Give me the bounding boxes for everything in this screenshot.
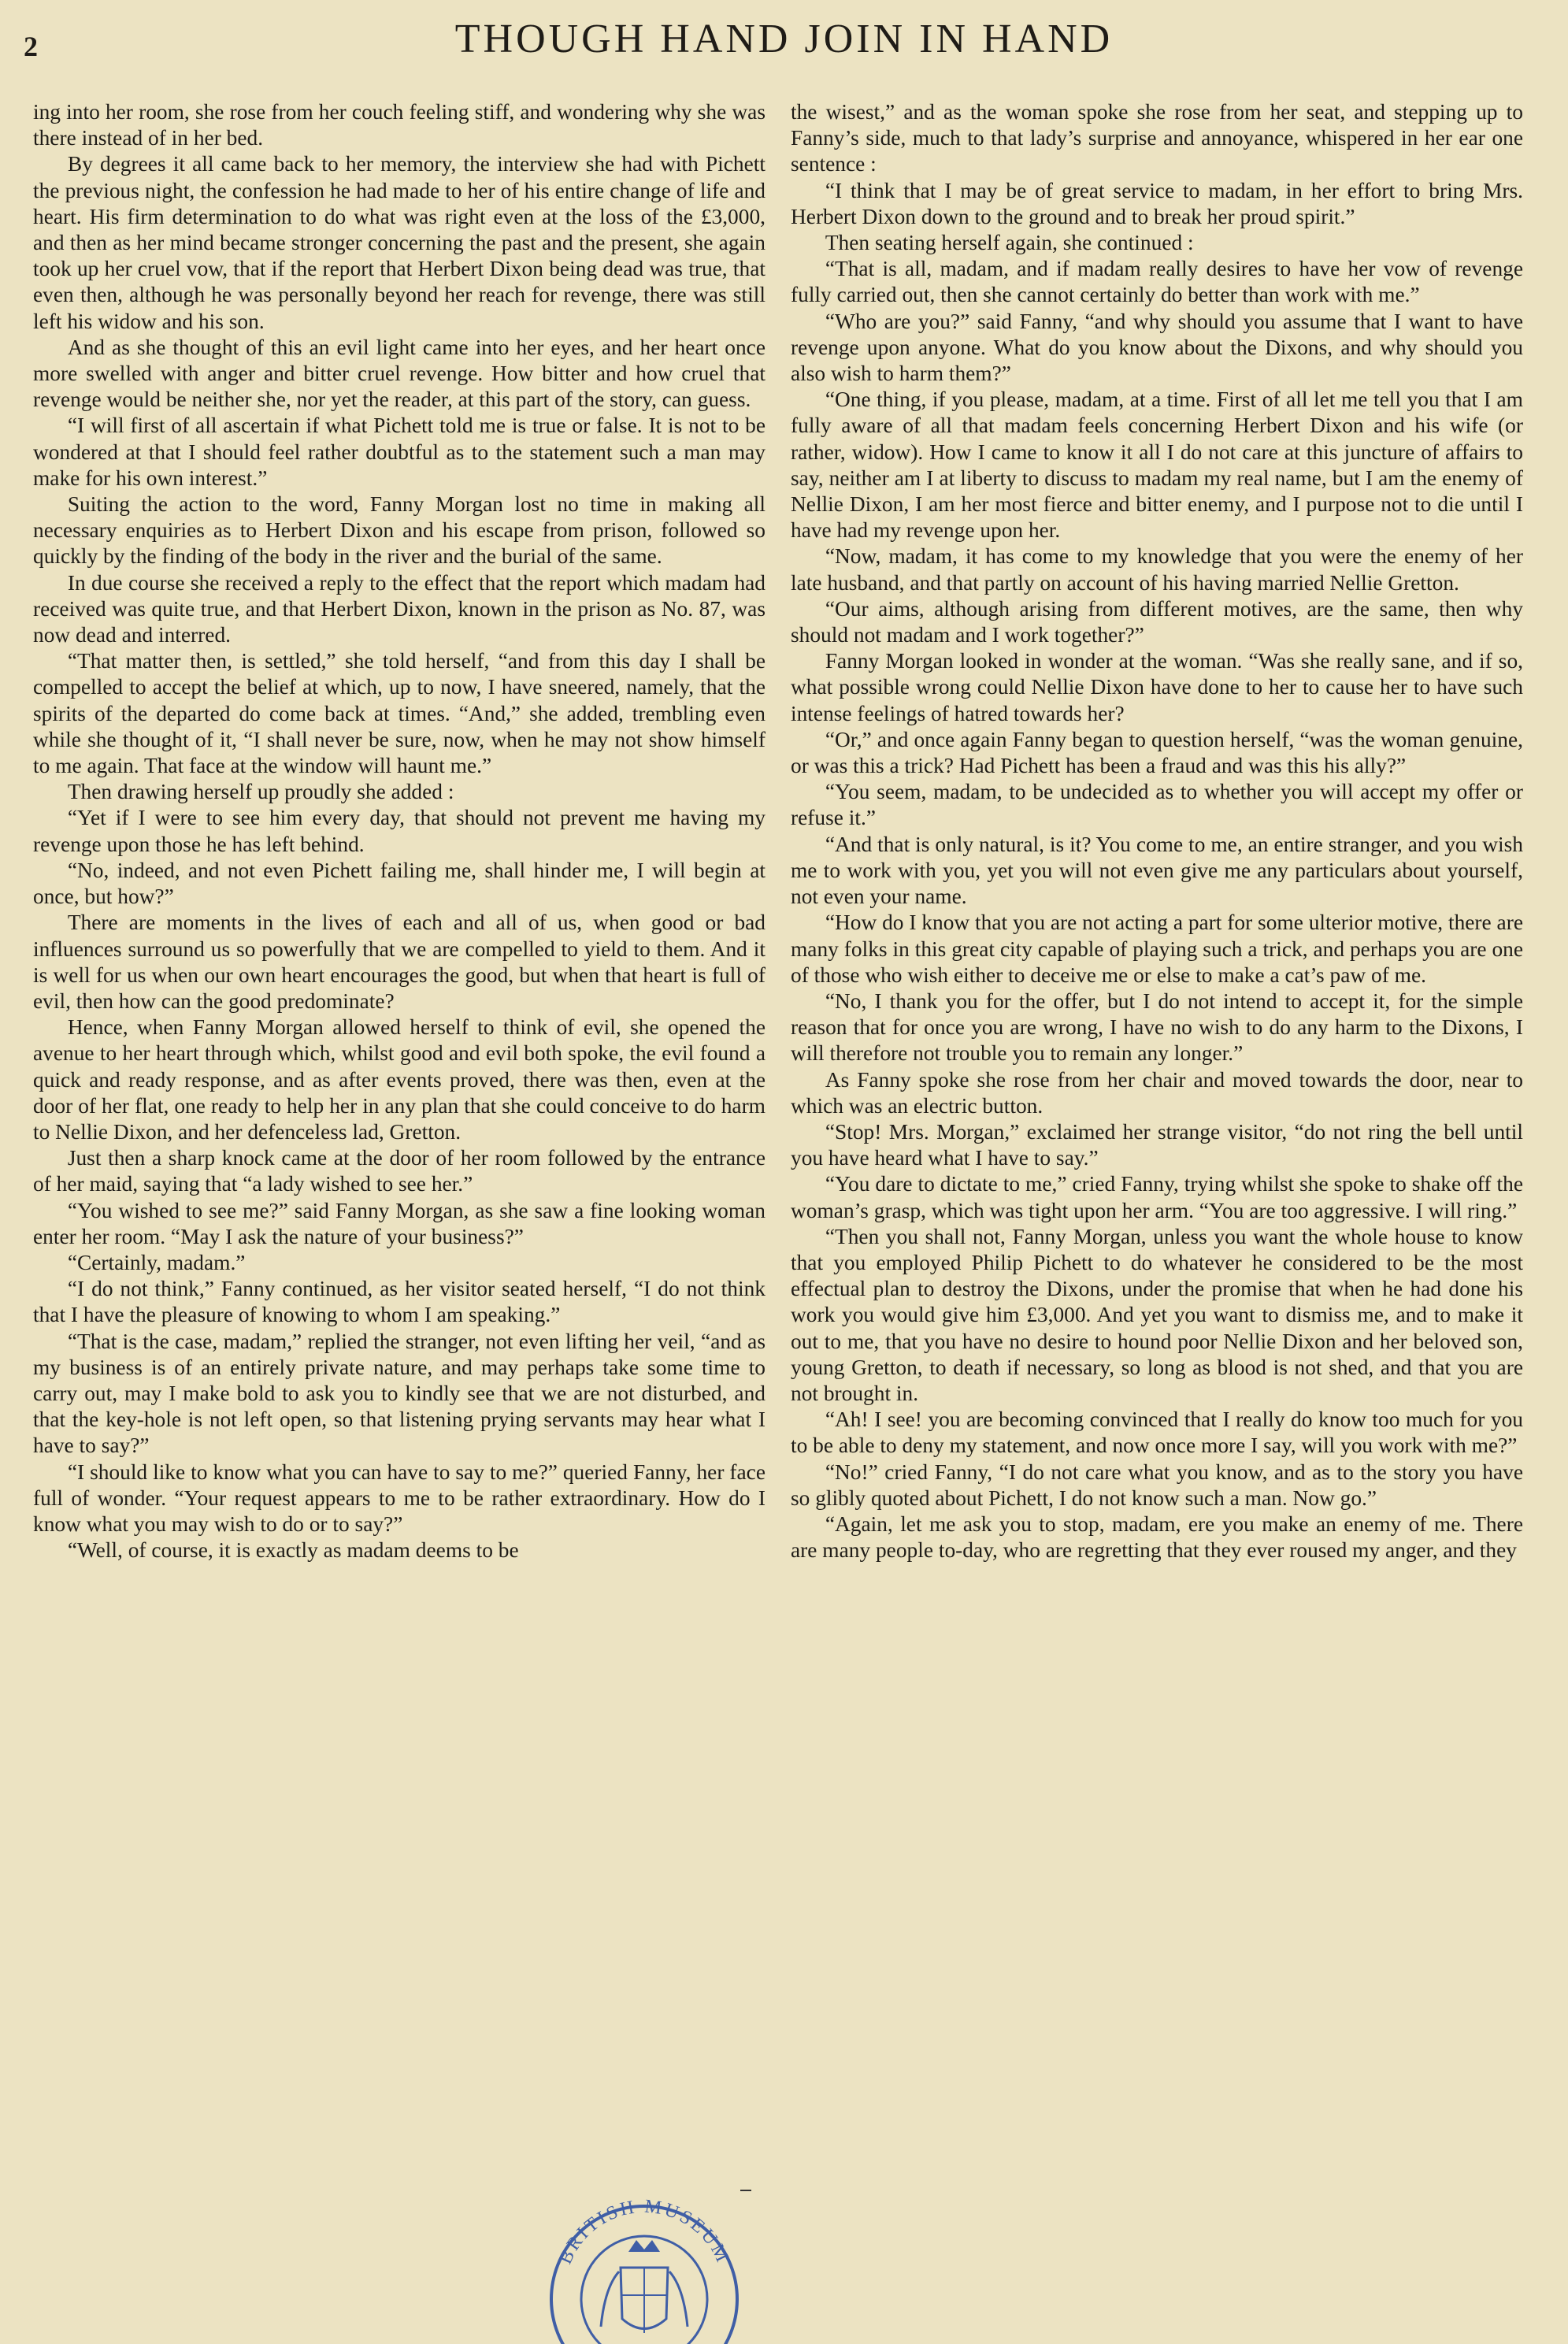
left-column [33, 99, 765, 2147]
paragraph: “Who are you?” said Fanny, “and why should you assume that I want to have revenge upon anyone. What do you know about the Dixons, and why should you also wish to harm them?” [791, 309, 1523, 386]
paragraph: “No, indeed, and not even Pichett failing me, shall hinder me, I will begin at once, but how?” [33, 858, 765, 909]
paragraph: “Certainly, madam.” [67, 1250, 246, 1274]
paragraph: “Then you shall not, Fanny Morgan, unless you want the whole house to know that you employed Philip Pichett to do whatever he considered to be the most effectual plan to destroy the Dixons, under the promise that when he had done his work you would give him £3,000. And yet you want to dismiss me, and to make it out to me, that you have no desire to hound poor Nellie Dixon and her beloved son, young Gretton, to death if necessary, so long as blood is not shed, and that you are not brought in. [791, 1224, 1523, 1405]
paragraph: Just then a sharp knock came at the door of her room followed by the entrance of her maid, saying that “a lady wished to see her.” [33, 1146, 765, 1196]
paragraph: “No!” cried Fanny, “I do not care what you know, and as to the story you have so glibly quoted about Pichett, I do not know such a man. Now go.” [791, 1459, 1523, 1510]
paragraph: “And that is only natural, is it? You come to me, an entire stranger, and you wish me to work with you, yet you will not even give me any particulars about yourself, not even your name. [791, 832, 1523, 909]
paragraph: Then seating herself again, she continued : [825, 231, 1194, 255]
stamp-arc-text: BRITISH MUSEUM [554, 2196, 734, 2268]
paragraph: “Or,” and once again Fanny began to question herself, “was the woman genuine, or was this a trick? Had Pichett has been a fraud and was this his ally?” [791, 727, 1523, 778]
paragraph: “Stop! Mrs. Morgan,” exclaimed her strange visitor, “do not ring the bell until you have heard what I have to say.” [791, 1119, 1523, 1170]
paragraph: Hence, when Fanny Morgan allowed herself to think of evil, she opened the avenue to her heart through which, whilst good and evil both spoke, the evil found a quick and ready response, and as after events proved, there was then, even at the door of her flat, one ready to help her in any plan that she could conceive to do harm to Nellie Dixon, and her defenceless lad, Gretton. [33, 1015, 765, 1144]
paragraph: “I should like to know what you can have to say to me?” queried Fanny, her face full of wonder. “Your request appears to me to be rather extraordinary. How do I know what you may wish to do or to say?” [33, 1459, 765, 1536]
paragraph: “I do not think,” Fanny continued, as her visitor seated herself, “I do not think that I have the pleasure of knowing to whom I am speaking.” [33, 1277, 765, 1327]
paragraph: By degrees it all came back to her memory, the interview she had with Pichett the previous night, the confession he had made to her of his entire change of life and heart. His firm determination to do what was right even at the loss of the £3,000, and then as her mind became stronger concerning the past and the present, she again took up her cruel vow, that if the report that Herbert Dixon being dead was true, that even then, although he was personally beyond her reach for revenge, there was still left his widow and his son. [33, 152, 765, 333]
paragraph: “I will first of all ascertain if what Pichett told me is true or false. It is not to be wondered at that I should feel rather doubtful as to the statement such a man may make for his own interest.” [33, 414, 765, 490]
paragraph: Then drawing herself up proudly she added : [67, 780, 454, 804]
british-museum-stamp-icon [526, 2193, 762, 2344]
paragraph: ing into her room, she rose from her couch feeling stiff, and wondering why she was there instead of in her bed. [33, 100, 765, 150]
paragraph: “Ah! I see! you are becoming convinced that I really do know too much for you to be able to deny my statement, and now once more I say, will you work with me?” [791, 1408, 1523, 1458]
paragraph: “You wished to see me?” said Fanny Morgan, as she saw a fine looking woman enter her room. “May I ask the nature of your business?” [33, 1198, 765, 1248]
paragraph: Suiting the action to the word, Fanny Morgan lost no time in making all necessary enquiries as to Herbert Dixon and his escape from prison, followed so quickly by the finding of the body in the river and the burial of the same. [33, 492, 765, 569]
paragraph: And as she thought of this an evil light came into her eyes, and her heart once more swelled with anger and bitter cruel revenge. How bitter and how cruel that revenge would be neither she, nor yet the reader, at this part of the story, can guess. [33, 335, 765, 412]
paragraph: There are moments in the lives of each and all of us, when good or bad influences surround us so powerfully that we are compelled to yield to them. And it is well for us when our own heart encourages the good, but when that heart is full of evil, then how can the good predominate? [33, 911, 765, 1013]
paragraph: “That is the case, madam,” replied the stranger, not even lifting her veil, “and as my business is of an entirely private nature, and may perhaps take some time to carry out, may I make bold to ask you to kindly see that we are not disturbed, and that the key-hole is not left open, so that listening prying servants may hear what I have to say?” [33, 1329, 765, 1458]
divider [740, 2190, 751, 2191]
paragraph: In due course she received a reply to the effect that the report which madam had received was quite true, and that Herbert Dixon, known in the prison as No. 87, was now dead and interred. [33, 570, 765, 647]
paragraph: “No, I thank you for the offer, but I do not intend to accept it, for the simple reason that for once you are wrong, I have no wish to do any harm to the Dixons, I will therefore not trouble you to remain any longer.” [791, 988, 1523, 1066]
paragraph: Fanny Morgan looked in wonder at the woman. “Was she really sane, and if so, what possible wrong could Nellie Dixon have done to her to cause her to have such intense feelings of hatred towards her? [791, 649, 1523, 725]
paragraph: “Again, let me ask you to stop, madam, ere you make an enemy of me. There are many people to-day, who are regretting that they ever roused my anger, and they [791, 1511, 1523, 1563]
running-title: THOUGH HAND JOIN IN HAND [454, 17, 1114, 61]
paragraph: “That is all, madam, and if madam really desires to have her vow of revenge fully carried out, then she cannot certainly do better than work with me.” [791, 257, 1523, 307]
right-column [791, 99, 1523, 2147]
paragraph: “Well, of course, it is exactly as madam deems to be [67, 1538, 519, 1563]
paragraph: “Now, madam, it has come to my knowledge that you were the enemy of her late husband, and that partly on account of his having married Nellie Gretton. [791, 544, 1523, 595]
paragraph: As Fanny spoke she rose from her chair and moved towards the door, near to which was an electric button. [791, 1067, 1523, 1118]
paragraph: “You seem, madam, to be undecided as to whether you will accept my offer or refuse it.” [791, 780, 1523, 830]
paragraph: “How do I know that you are not acting a part for some ulterior motive, there are many folks in this great city capable of playing such a trick, and perhaps you are one of those who wish either to deceive me or else to make a cat’s paw of me. [791, 911, 1523, 987]
paragraph: “I think that I may be of great service to madam, in her effort to bring Mrs. Herbert Dixon down to the ground and to break her proud spirit.” [791, 178, 1523, 228]
paragraph: “One thing, if you please, madam, at a time. First of all let me tell you that I am fully aware of all that madam feels concerning Herbert Dixon and his wife (or rather, widow). How I came to know it all I do not care at this juncture of affairs to say, neither am I at liberty to discuss to madam my real name, but I am the enemy of Nellie Dixon, I am her most fierce and bitter enemy, and I purpose not to die until I have had my revenge upon her. [791, 388, 1523, 543]
paragraph: “That matter then, is settled,” she told herself, “and from this day I shall be compelled to accept the belief at which, up to now, I have sneered, namely, that the spirits of the departed do come back at times. “And,” she added, trembling even while she thought of it, “I shall never be sure, now, when he may not show himself to me again. That face at the window will haunt me.” [33, 649, 765, 778]
page-number: 2 [24, 31, 38, 62]
paragraph: “You dare to dictate to me,” cried Fanny, trying whilst she spoke to shake off the woman’s grasp, which was tight upon her arm. “You are too aggressive. I will ring.” [791, 1172, 1523, 1222]
paragraph: the wisest,” and as the woman spoke she rose from her seat, and stepping up to Fanny’s side, much to that lady’s surprise and annoyance, whispered in her ear one sentence : [791, 100, 1523, 176]
paragraph: “Our aims, although arising from different motives, are the same, then why should not madam and I work together?” [791, 596, 1523, 647]
paragraph: “Yet if I were to see him every day, that should not prevent me having my revenge upon those he has left behind. [33, 806, 765, 856]
